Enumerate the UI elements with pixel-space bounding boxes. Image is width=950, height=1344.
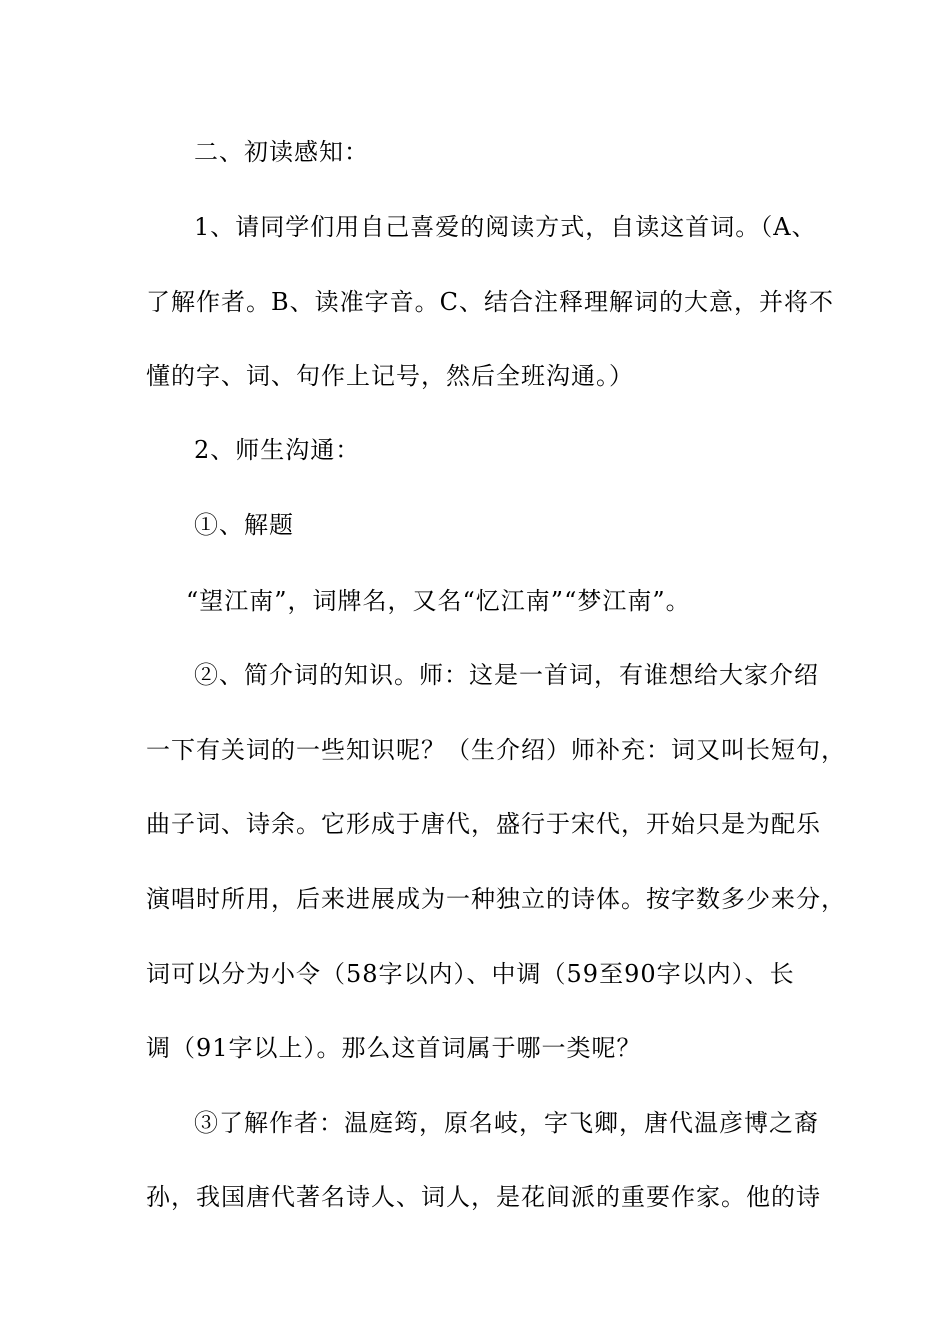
paragraph-line: ③了解作者：温庭筠，原名岐，字飞卿，唐代温彦博之裔 (194, 1109, 819, 1137)
subsection-heading: 2、师生沟通： (194, 436, 361, 464)
paragraph-line: 曲子词、诗余。它形成于唐代，盛行于宋代，开始只是为配乐 (146, 810, 821, 838)
subsection-heading: ①、解题 (194, 511, 294, 539)
paragraph-line: 演唱时所用，后来进展成为一种独立的诗体。按字数多少来分， (146, 885, 846, 913)
paragraph-line: 1、请同学们用自己喜爱的阅读方式，自读这首词。（A、 (194, 213, 817, 241)
paragraph-line: 懂的字、词、句作上记号，然后全班沟通。） (146, 362, 634, 390)
paragraph-line: 词可以分为小令（58字以内）、中调（59至90字以内）、长 (146, 960, 795, 988)
paragraph-line: “望江南”，词牌名，又名“忆江南”“梦江南”。 (186, 587, 691, 615)
section-heading: 二、初读感知： (194, 138, 369, 166)
paragraph-line: ②、简介词的知识。师：这是一首词，有谁想给大家介绍 (194, 661, 819, 689)
paragraph-line: 调（91字以上）。那么这首词属于哪一类呢？ (146, 1034, 642, 1062)
paragraph-line: 一下有关词的一些知识呢？（生介绍）师补充：词又叫长短句， (146, 736, 846, 764)
paragraph-line: 了解作者。B、读准字音。C、结合注释理解词的大意，并将不 (146, 288, 834, 316)
paragraph-line: 孙，我国唐代著名诗人、词人，是花间派的重要作家。他的诗 (146, 1183, 821, 1211)
